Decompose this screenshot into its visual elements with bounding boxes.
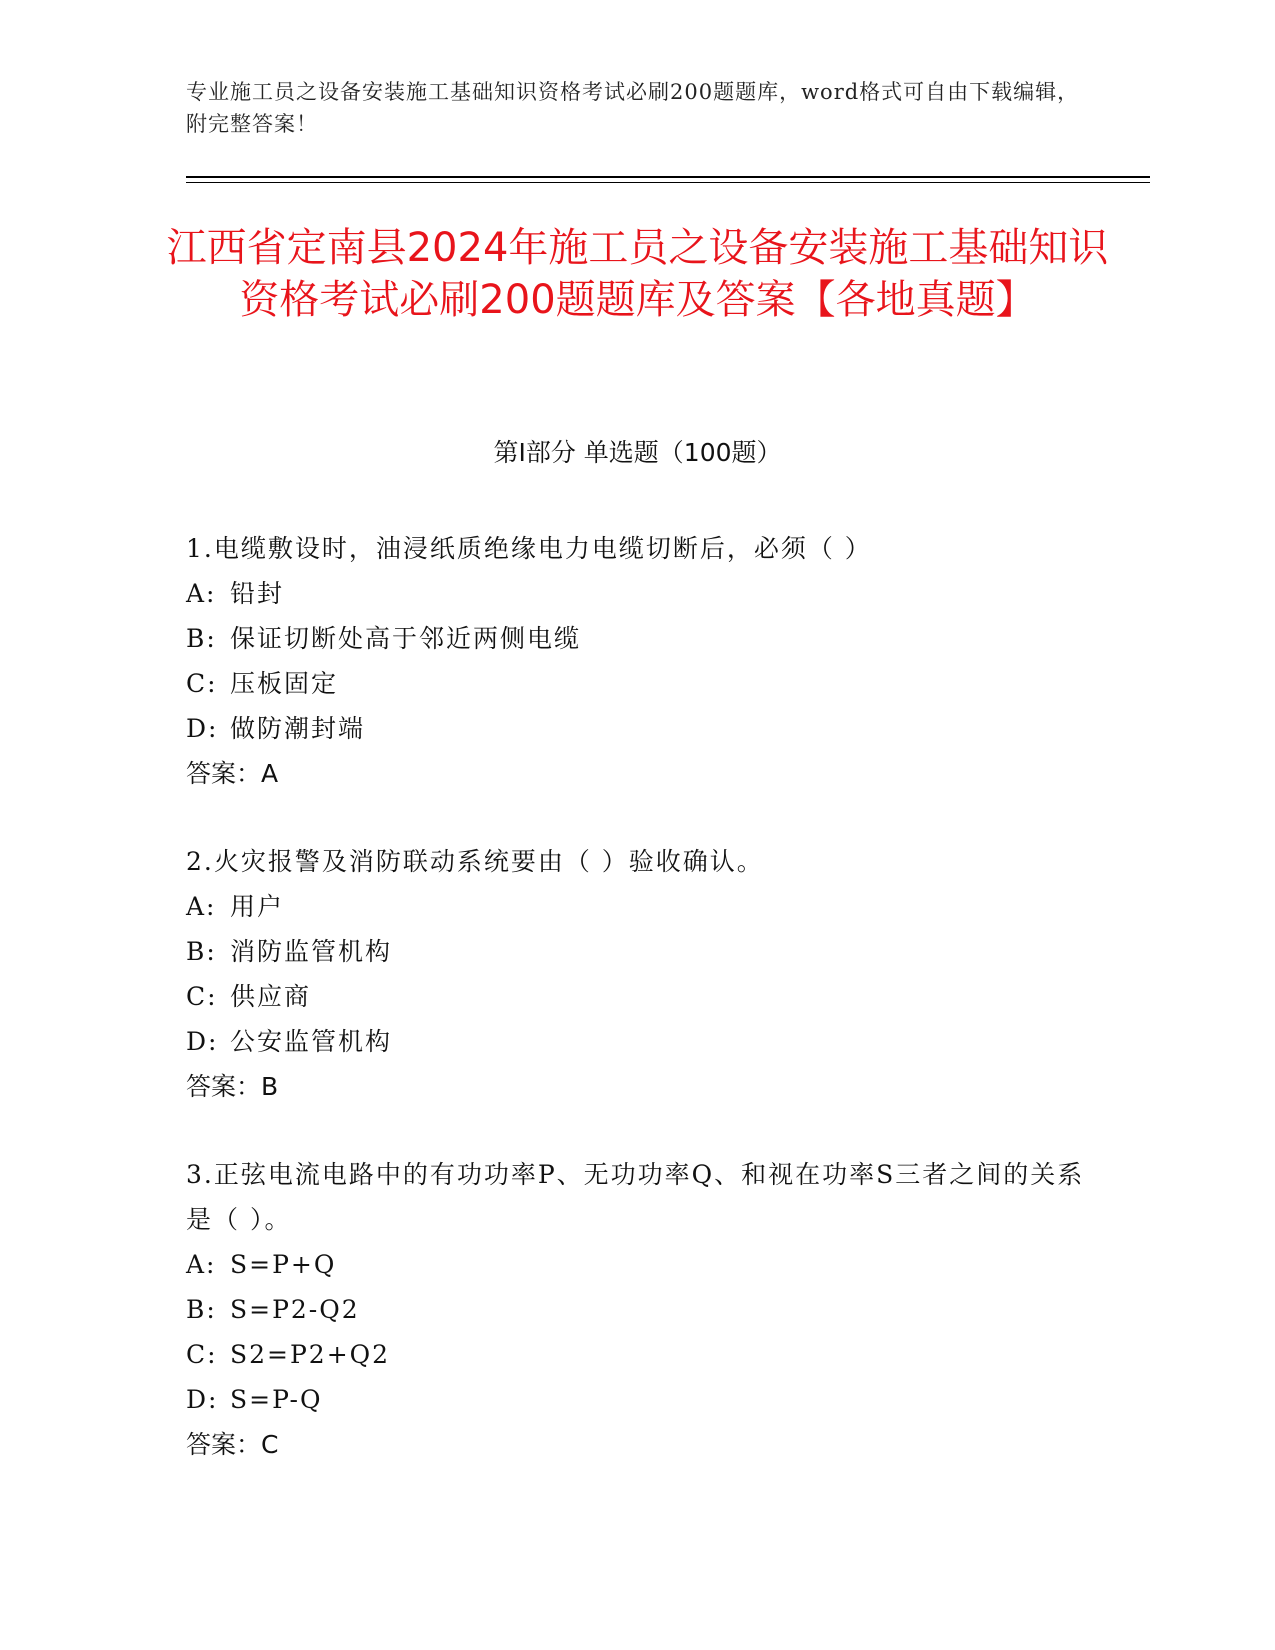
option-c (186, 1332, 1086, 1377)
option-text: 供应商 (230, 982, 312, 1011)
option-text: 做防潮封端 (230, 714, 366, 743)
section-title: 第I部分 单选题（100题） (493, 438, 782, 467)
document-title: 江西省定南县2024年施工员之设备安装施工基础知识资格考试必刷200题题库及答案【各地真题】 (166, 225, 1109, 323)
option-text: 压板固定 (230, 669, 339, 698)
question-stem: 2.火灾报警及消防联动系统要由（ ）验收确认。 (186, 847, 764, 876)
option-d (186, 1377, 1086, 1422)
option-key: A: (186, 579, 217, 608)
option-key: C: (186, 1340, 218, 1369)
answer-line: 答案：A (186, 759, 279, 788)
option-text: S=P2-Q2 (230, 1295, 360, 1324)
option-text: 保证切断处高于邻近两侧电缆 (230, 624, 582, 653)
option-key: C: (186, 669, 218, 698)
option-c (186, 974, 1086, 1019)
option-a (186, 1242, 1086, 1287)
answer-line: 答案：B (186, 1072, 279, 1101)
option-key: D: (186, 714, 219, 743)
option-key: A: (186, 892, 217, 921)
option-d (186, 1019, 1086, 1064)
option-text: S=P-Q (230, 1385, 323, 1414)
question-3 (186, 1152, 1086, 1467)
option-key: B: (186, 937, 217, 966)
question-stem: 1.电缆敷设时，油浸纸质绝缘电力电缆切断后，必须（ ） (186, 534, 872, 563)
option-key: B: (186, 1295, 217, 1324)
question-2 (186, 839, 1086, 1109)
option-a (186, 571, 1086, 616)
option-c (186, 661, 1086, 706)
option-b (186, 616, 1086, 661)
option-b (186, 1287, 1086, 1332)
option-text: 用户 (230, 892, 285, 921)
option-a (186, 884, 1086, 929)
option-text: 铅封 (230, 579, 285, 608)
question-1 (186, 526, 1086, 796)
question-list (186, 526, 1086, 1510)
option-key: A: (186, 1250, 217, 1279)
option-key: D: (186, 1385, 219, 1414)
option-text: S2=P2+Q2 (230, 1340, 391, 1369)
option-text: 消防监管机构 (230, 937, 393, 966)
option-d (186, 706, 1086, 751)
header-note: 专业施工员之设备安装施工基础知识资格考试必刷200题题库，word格式可自由下载编辑，附完整答案！ (186, 80, 1080, 136)
option-b (186, 929, 1086, 974)
answer-line: 答案：C (186, 1430, 279, 1459)
header-rule-thin (186, 182, 1150, 183)
option-key: C: (186, 982, 218, 1011)
option-text: S=P+Q (230, 1250, 337, 1279)
option-key: D: (186, 1027, 219, 1056)
header-rule-thick (186, 176, 1150, 178)
option-key: B: (186, 624, 217, 653)
option-text: 公安监管机构 (230, 1027, 393, 1056)
question-stem: 3.正弦电流电路中的有功功率P、无功功率Q、和视在功率S三者之间的关系是（ ）。 (186, 1160, 1085, 1234)
